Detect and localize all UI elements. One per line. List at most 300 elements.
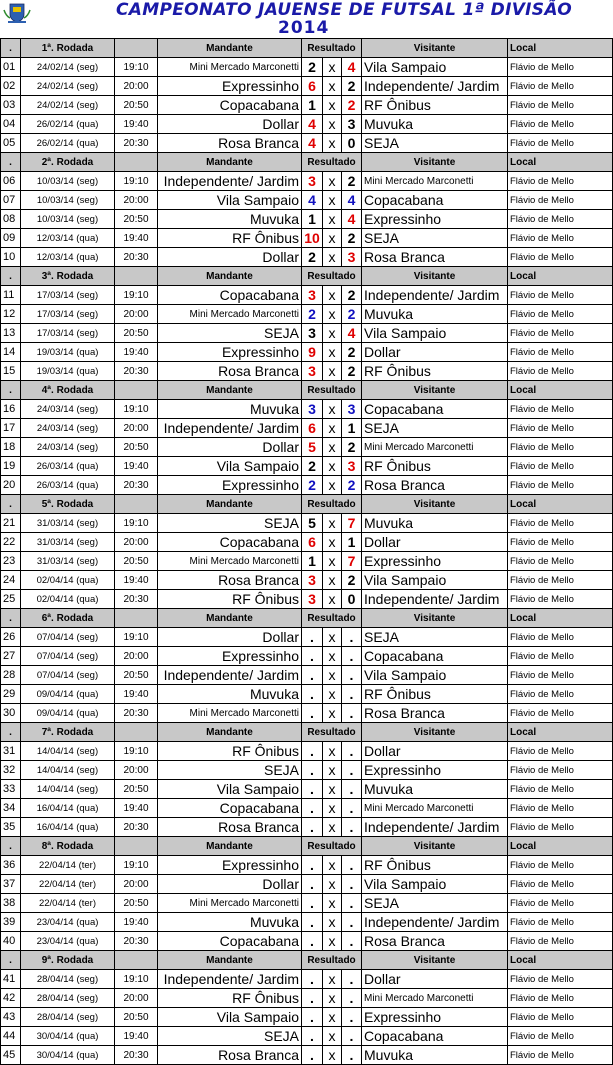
round-label: 5ª. Rodada [21, 495, 115, 514]
match-row [1, 970, 613, 989]
home-score: . [302, 856, 323, 875]
match-row [1, 96, 613, 115]
match-date: 22/04/14 (ter) [21, 875, 115, 894]
home-score: . [302, 647, 323, 666]
home-team: RF Ônibus [158, 742, 302, 761]
venue: Flávio de Mello [508, 457, 613, 476]
match-time: 19:40 [115, 571, 158, 590]
match-time: 19:40 [115, 343, 158, 362]
match-row [1, 571, 613, 590]
home-score: 1 [302, 96, 323, 115]
match-date: 31/03/14 (seg) [21, 552, 115, 571]
match-time: 20:30 [115, 932, 158, 951]
home-team: Independente/ Jardim [158, 419, 302, 438]
match-row [1, 666, 613, 685]
match-date: 09/04/14 (qua) [21, 685, 115, 704]
mandante-header: Mandante [158, 153, 302, 172]
match-time: 19:40 [115, 799, 158, 818]
versus-x: x [323, 229, 342, 248]
match-number: 35 [1, 818, 21, 837]
match-row [1, 799, 613, 818]
mandante-header: Mandante [158, 837, 302, 856]
away-team: SEJA [362, 419, 508, 438]
away-team: RF Ônibus [362, 457, 508, 476]
away-team: Dollar [362, 343, 508, 362]
match-time: 19:10 [115, 172, 158, 191]
round-label: 4ª. Rodada [21, 381, 115, 400]
versus-x: x [323, 875, 342, 894]
home-score: . [302, 761, 323, 780]
home-team: Independente/ Jardim [158, 666, 302, 685]
away-team: SEJA [362, 134, 508, 153]
home-team: Mini Mercado Marconetti [158, 58, 302, 77]
dot-cell: . [1, 39, 21, 58]
away-score: . [342, 856, 362, 875]
match-date: 28/04/14 (seg) [21, 1008, 115, 1027]
away-team: Copacabana [362, 400, 508, 419]
home-team: Mini Mercado Marconetti [158, 305, 302, 324]
home-score: 4 [302, 115, 323, 134]
round-header-row [1, 153, 613, 172]
versus-x: x [323, 96, 342, 115]
venue: Flávio de Mello [508, 58, 613, 77]
home-score: 2 [302, 476, 323, 495]
match-time: 20:00 [115, 191, 158, 210]
mandante-header: Mandante [158, 609, 302, 628]
home-score: 3 [302, 172, 323, 191]
home-score: 9 [302, 343, 323, 362]
home-team: Muvuka [158, 913, 302, 932]
match-row [1, 514, 613, 533]
match-row [1, 172, 613, 191]
away-score: 2 [342, 476, 362, 495]
match-row [1, 324, 613, 343]
match-number: 21 [1, 514, 21, 533]
home-score: . [302, 704, 323, 723]
home-score: . [302, 685, 323, 704]
round-label: 8ª. Rodada [21, 837, 115, 856]
visitante-header: Visitante [362, 267, 508, 286]
match-row [1, 552, 613, 571]
versus-x: x [323, 856, 342, 875]
home-team: Expressinho [158, 476, 302, 495]
round-header-row [1, 381, 613, 400]
away-team: Mini Mercado Marconetti [362, 989, 508, 1008]
match-date: 28/04/14 (seg) [21, 989, 115, 1008]
versus-x: x [323, 134, 342, 153]
away-score: 4 [342, 58, 362, 77]
home-team: Rosa Branca [158, 571, 302, 590]
venue: Flávio de Mello [508, 229, 613, 248]
match-row [1, 533, 613, 552]
dot-cell: . [1, 267, 21, 286]
resultado-header: Resultado [302, 267, 362, 286]
home-team: Mini Mercado Marconetti [158, 552, 302, 571]
home-team: Rosa Branca [158, 818, 302, 837]
match-date: 31/03/14 (seg) [21, 514, 115, 533]
versus-x: x [323, 115, 342, 134]
mandante-header: Mandante [158, 39, 302, 58]
away-team: Rosa Branca [362, 932, 508, 951]
versus-x: x [323, 590, 342, 609]
visitante-header: Visitante [362, 723, 508, 742]
home-team: Copacabana [158, 286, 302, 305]
match-time: 20:00 [115, 989, 158, 1008]
away-team: Muvuka [362, 780, 508, 799]
match-row [1, 191, 613, 210]
venue: Flávio de Mello [508, 761, 613, 780]
match-date: 16/04/14 (qua) [21, 799, 115, 818]
versus-x: x [323, 305, 342, 324]
dot-cell: . [1, 381, 21, 400]
venue: Flávio de Mello [508, 77, 613, 96]
match-time: 20:50 [115, 552, 158, 571]
match-number: 31 [1, 742, 21, 761]
match-time: 20:00 [115, 647, 158, 666]
match-time: 20:50 [115, 210, 158, 229]
match-row [1, 875, 613, 894]
away-score: . [342, 989, 362, 1008]
venue: Flávio de Mello [508, 324, 613, 343]
venue: Flávio de Mello [508, 628, 613, 647]
home-team: Mini Mercado Marconetti [158, 894, 302, 913]
home-team: Muvuka [158, 210, 302, 229]
match-date: 02/04/14 (qua) [21, 590, 115, 609]
blank-header-cell [115, 153, 158, 172]
away-team: Copacabana [362, 191, 508, 210]
match-time: 19:40 [115, 457, 158, 476]
away-team: Independente/ Jardim [362, 77, 508, 96]
coat-of-arms-icon [2, 2, 32, 24]
dot-cell: . [1, 837, 21, 856]
versus-x: x [323, 666, 342, 685]
away-team: Expressinho [362, 210, 508, 229]
match-time: 20:50 [115, 96, 158, 115]
versus-x: x [323, 362, 342, 381]
venue: Flávio de Mello [508, 1046, 613, 1065]
away-score: . [342, 704, 362, 723]
resultado-header: Resultado [302, 381, 362, 400]
match-row [1, 343, 613, 362]
away-team: Expressinho [362, 1008, 508, 1027]
match-number: 14 [1, 343, 21, 362]
match-number: 11 [1, 286, 21, 305]
away-team: Mini Mercado Marconetti [362, 438, 508, 457]
visitante-header: Visitante [362, 837, 508, 856]
match-date: 22/04/14 (ter) [21, 856, 115, 875]
match-date: 17/03/14 (seg) [21, 286, 115, 305]
venue: Flávio de Mello [508, 210, 613, 229]
resultado-header: Resultado [302, 39, 362, 58]
match-number: 12 [1, 305, 21, 324]
match-number: 13 [1, 324, 21, 343]
home-team: Dollar [158, 248, 302, 267]
versus-x: x [323, 894, 342, 913]
blank-header-cell [115, 381, 158, 400]
home-team: Dollar [158, 628, 302, 647]
venue: Flávio de Mello [508, 552, 613, 571]
match-number: 20 [1, 476, 21, 495]
match-row [1, 438, 613, 457]
away-team: Vila Sampaio [362, 666, 508, 685]
resultado-header: Resultado [302, 609, 362, 628]
home-score: . [302, 894, 323, 913]
match-row [1, 742, 613, 761]
match-time: 19:10 [115, 400, 158, 419]
match-row [1, 476, 613, 495]
home-team: RF Ônibus [158, 590, 302, 609]
match-time: 20:00 [115, 305, 158, 324]
venue: Flávio de Mello [508, 590, 613, 609]
match-row [1, 77, 613, 96]
match-time: 20:30 [115, 590, 158, 609]
match-date: 10/03/14 (seg) [21, 210, 115, 229]
venue: Flávio de Mello [508, 343, 613, 362]
home-team: Vila Sampaio [158, 457, 302, 476]
venue: Flávio de Mello [508, 172, 613, 191]
match-time: 19:10 [115, 856, 158, 875]
venue: Flávio de Mello [508, 742, 613, 761]
venue: Flávio de Mello [508, 780, 613, 799]
visitante-header: Visitante [362, 495, 508, 514]
match-date: 14/04/14 (seg) [21, 761, 115, 780]
away-score: 2 [342, 172, 362, 191]
venue: Flávio de Mello [508, 1027, 613, 1046]
match-date: 30/04/14 (qua) [21, 1027, 115, 1046]
dot-cell: . [1, 495, 21, 514]
match-number: 24 [1, 571, 21, 590]
home-score: 2 [302, 457, 323, 476]
away-team: Expressinho [362, 552, 508, 571]
home-team: Expressinho [158, 77, 302, 96]
home-team: Muvuka [158, 685, 302, 704]
home-score: 5 [302, 514, 323, 533]
away-score: 2 [342, 343, 362, 362]
visitante-header: Visitante [362, 951, 508, 970]
away-score: . [342, 970, 362, 989]
venue: Flávio de Mello [508, 115, 613, 134]
blank-header-cell [115, 267, 158, 286]
venue: Flávio de Mello [508, 704, 613, 723]
match-date: 19/03/14 (qua) [21, 343, 115, 362]
away-team: Dollar [362, 533, 508, 552]
match-date: 30/04/14 (qua) [21, 1046, 115, 1065]
home-team: Vila Sampaio [158, 1008, 302, 1027]
match-time: 20:50 [115, 438, 158, 457]
match-time: 20:30 [115, 362, 158, 381]
away-score: 0 [342, 134, 362, 153]
home-team: Expressinho [158, 343, 302, 362]
match-number: 42 [1, 989, 21, 1008]
match-time: 20:50 [115, 894, 158, 913]
fixtures-table [0, 38, 613, 1065]
away-score: . [342, 894, 362, 913]
home-team: Rosa Branca [158, 134, 302, 153]
versus-x: x [323, 1008, 342, 1027]
away-team: Vila Sampaio [362, 875, 508, 894]
match-number: 16 [1, 400, 21, 419]
home-score: 3 [302, 590, 323, 609]
venue: Flávio de Mello [508, 514, 613, 533]
match-number: 27 [1, 647, 21, 666]
match-number: 08 [1, 210, 21, 229]
mandante-header: Mandante [158, 495, 302, 514]
match-row [1, 856, 613, 875]
versus-x: x [323, 818, 342, 837]
round-header-row [1, 609, 613, 628]
away-score: 1 [342, 533, 362, 552]
away-score: . [342, 628, 362, 647]
home-score: 3 [302, 324, 323, 343]
away-score: 2 [342, 229, 362, 248]
versus-x: x [323, 77, 342, 96]
match-time: 20:00 [115, 419, 158, 438]
versus-x: x [323, 1027, 342, 1046]
home-score: 2 [302, 58, 323, 77]
home-team: Copacabana [158, 799, 302, 818]
versus-x: x [323, 343, 342, 362]
resultado-header: Resultado [302, 153, 362, 172]
versus-x: x [323, 799, 342, 818]
home-team: Expressinho [158, 647, 302, 666]
home-team: Independente/ Jardim [158, 970, 302, 989]
match-time: 19:10 [115, 286, 158, 305]
match-row [1, 913, 613, 932]
match-row [1, 134, 613, 153]
home-team: Vila Sampaio [158, 780, 302, 799]
versus-x: x [323, 172, 342, 191]
page-header [0, 0, 613, 38]
blank-header-cell [115, 39, 158, 58]
match-date: 24/03/14 (seg) [21, 438, 115, 457]
round-label: 9ª. Rodada [21, 951, 115, 970]
venue: Flávio de Mello [508, 1008, 613, 1027]
round-header-row [1, 837, 613, 856]
dot-cell: . [1, 153, 21, 172]
away-score: . [342, 1027, 362, 1046]
match-time: 20:30 [115, 1046, 158, 1065]
venue: Flávio de Mello [508, 286, 613, 305]
away-score: . [342, 799, 362, 818]
versus-x: x [323, 647, 342, 666]
round-header-row [1, 495, 613, 514]
local-header: Local [508, 495, 613, 514]
away-team: Independente/ Jardim [362, 286, 508, 305]
versus-x: x [323, 1046, 342, 1065]
venue: Flávio de Mello [508, 362, 613, 381]
match-time: 19:10 [115, 58, 158, 77]
versus-x: x [323, 248, 342, 267]
versus-x: x [323, 571, 342, 590]
versus-x: x [323, 780, 342, 799]
blank-header-cell [115, 609, 158, 628]
venue: Flávio de Mello [508, 419, 613, 438]
away-score: . [342, 780, 362, 799]
match-number: 17 [1, 419, 21, 438]
away-team: Expressinho [362, 761, 508, 780]
match-date: 24/02/14 (seg) [21, 77, 115, 96]
match-number: 37 [1, 875, 21, 894]
match-date: 28/04/14 (seg) [21, 970, 115, 989]
home-team: Independente/ Jardim [158, 172, 302, 191]
match-number: 07 [1, 191, 21, 210]
away-score: 2 [342, 438, 362, 457]
round-header-row [1, 723, 613, 742]
venue: Flávio de Mello [508, 970, 613, 989]
home-score: 3 [302, 362, 323, 381]
home-score: 6 [302, 77, 323, 96]
match-number: 18 [1, 438, 21, 457]
match-number: 09 [1, 229, 21, 248]
home-team: SEJA [158, 514, 302, 533]
resultado-header: Resultado [302, 837, 362, 856]
away-team: Dollar [362, 970, 508, 989]
home-team: Dollar [158, 115, 302, 134]
versus-x: x [323, 324, 342, 343]
resultado-header: Resultado [302, 723, 362, 742]
home-score: 4 [302, 134, 323, 153]
away-score: 3 [342, 400, 362, 419]
match-date: 12/03/14 (qua) [21, 229, 115, 248]
local-header: Local [508, 951, 613, 970]
match-date: 26/03/14 (qua) [21, 476, 115, 495]
match-date: 26/02/14 (qua) [21, 134, 115, 153]
venue: Flávio de Mello [508, 875, 613, 894]
home-team: RF Ônibus [158, 229, 302, 248]
match-date: 12/03/14 (qua) [21, 248, 115, 267]
home-score: . [302, 1027, 323, 1046]
away-team: Vila Sampaio [362, 571, 508, 590]
match-row [1, 590, 613, 609]
match-row [1, 210, 613, 229]
away-team: Muvuka [362, 514, 508, 533]
away-score: . [342, 647, 362, 666]
match-number: 04 [1, 115, 21, 134]
match-row [1, 1008, 613, 1027]
home-team: Dollar [158, 438, 302, 457]
venue: Flávio de Mello [508, 818, 613, 837]
versus-x: x [323, 400, 342, 419]
mandante-header: Mandante [158, 951, 302, 970]
away-team: Dollar [362, 742, 508, 761]
venue: Flávio de Mello [508, 894, 613, 913]
home-score: 4 [302, 191, 323, 210]
venue: Flávio de Mello [508, 989, 613, 1008]
match-row [1, 229, 613, 248]
dot-cell: . [1, 609, 21, 628]
local-header: Local [508, 609, 613, 628]
match-number: 19 [1, 457, 21, 476]
venue: Flávio de Mello [508, 400, 613, 419]
away-score: 0 [342, 590, 362, 609]
match-row [1, 400, 613, 419]
match-date: 26/03/14 (qua) [21, 457, 115, 476]
home-team: RF Ônibus [158, 989, 302, 1008]
match-date: 17/03/14 (seg) [21, 305, 115, 324]
match-number: 05 [1, 134, 21, 153]
match-date: 17/03/14 (seg) [21, 324, 115, 343]
away-team: RF Ônibus [362, 856, 508, 875]
home-team: Copacabana [158, 96, 302, 115]
match-number: 38 [1, 894, 21, 913]
away-score: . [342, 1046, 362, 1065]
visitante-header: Visitante [362, 39, 508, 58]
versus-x: x [323, 913, 342, 932]
local-header: Local [508, 39, 613, 58]
match-date: 09/04/14 (qua) [21, 704, 115, 723]
match-time: 19:10 [115, 742, 158, 761]
match-row [1, 685, 613, 704]
